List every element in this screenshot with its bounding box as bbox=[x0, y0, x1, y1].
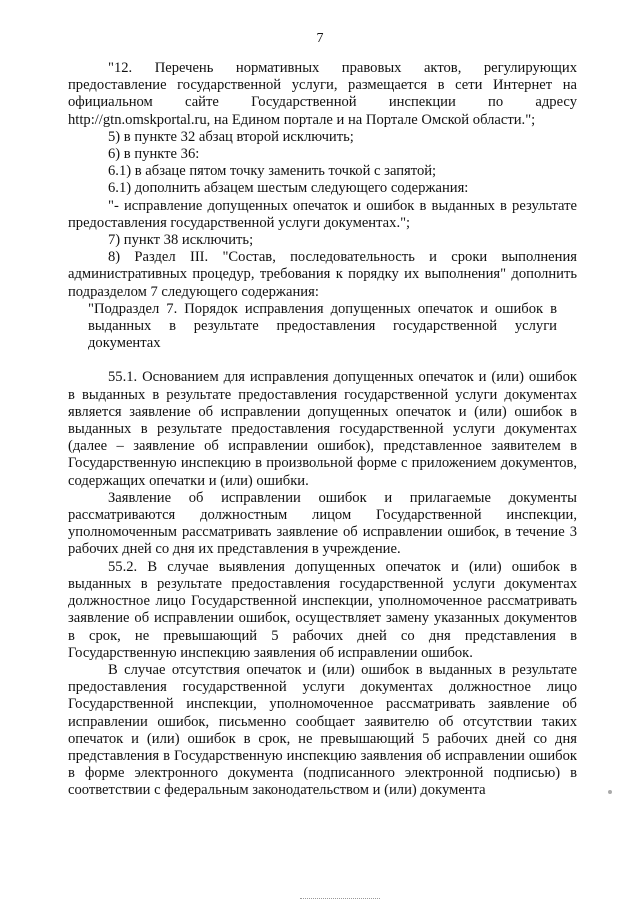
paragraph-point-5: 5) в пункте 32 абзац второй исключить; bbox=[108, 128, 354, 145]
paragraph-point-8: 8) Раздел III. "Состав, последовательность и сроки выполнения административных процедур, требования к порядку их выполнения" дополнить подразделом 7 следующего содержания: bbox=[68, 249, 577, 300]
paragraph-point-6-1-a: 6.1) в абзаце пятом точку заменить точкой с запятой; bbox=[108, 163, 437, 180]
scan-artifact bbox=[608, 790, 612, 794]
page-number: 7 bbox=[316, 31, 324, 46]
subsection-heading: "Подраздел 7. Порядок исправления допущенных опечаток и ошибок в выданных в результате предоставления государственной услуги документах bbox=[88, 300, 557, 352]
paragraph-55-2-absence: В случае отсутствия опечаток и (или) ошибок в выданных в результате предоставления государственной услуги документах должностное лицо Государственной инспекции, уполномоченное рассматривать заявление об исправлении ошибок, письменно сообщает заявителю об отсутствии таких опечаток и (или) ошибок в срок, не превышающий 5 рабочих дней со дня представления в Государственную инспекцию заявления об исправлении ошибок в форме электронного документа (подписанного электронной подписью) в соответствии с федеральным законодательством и (или) документа bbox=[68, 661, 577, 799]
scan-edge-line bbox=[300, 898, 380, 899]
paragraph-55-1-review: Заявление об исправлении ошибок и прилагаемые документы рассматриваются должностным лицом Государственной инспекции, уполномоченным рассматривать заявление об исправлении ошибок, в течение 3 рабочих дней со дня их представления в учреждение. bbox=[68, 489, 577, 558]
paragraph-55-1: 55.1. Основанием для исправления допущенных опечаток и (или) ошибок в выданных в результате предоставления государственной услуги документах является заявление об исправлении допущенных опечаток и (или) ошибок в выданных в результате предоставления государственной услуги документах (далее – заявление об исправлении ошибок), представленное заявителем в Государственную инспекцию в произвольной форме с приложением документов, содержащих опечатки и (или) ошибки. bbox=[68, 369, 577, 489]
paragraph-item-12: "12. Перечень нормативных правовых актов, регулирующих предоставление государственной услуги, размещается в сети Интернет на официальном сайте Государственной инспекции по адресу http://gtn.omskportal.ru, на Едином портале и на Портале Омской области."; bbox=[68, 60, 577, 128]
paragraph-quoted-addition: "- исправление допущенных опечаток и ошибок в выданных в результате предоставления государственной услуги документах."; bbox=[68, 197, 577, 231]
paragraph-55-2: 55.2. В случае выявления допущенных опечаток и (или) ошибок в выданных в результате предоставления государственной услуги документах должностное лицо Государственной инспекции, уполномоченное рассматривать заявление об исправлении ошибок, осуществляет замену указанных документов в срок, не превышающий 5 рабочих дней со дня представления в Государственную инспекцию заявления об исправлении ошибок. bbox=[68, 558, 577, 661]
paragraph-point-6-1-b: 6.1) дополнить абзацем шестым следующего содержания: bbox=[108, 180, 469, 197]
paragraph-point-7: 7) пункт 38 исключить; bbox=[108, 232, 254, 249]
spacer bbox=[68, 352, 577, 369]
document-body bbox=[68, 60, 577, 800]
paragraph-point-6: 6) в пункте 36: bbox=[108, 146, 200, 163]
